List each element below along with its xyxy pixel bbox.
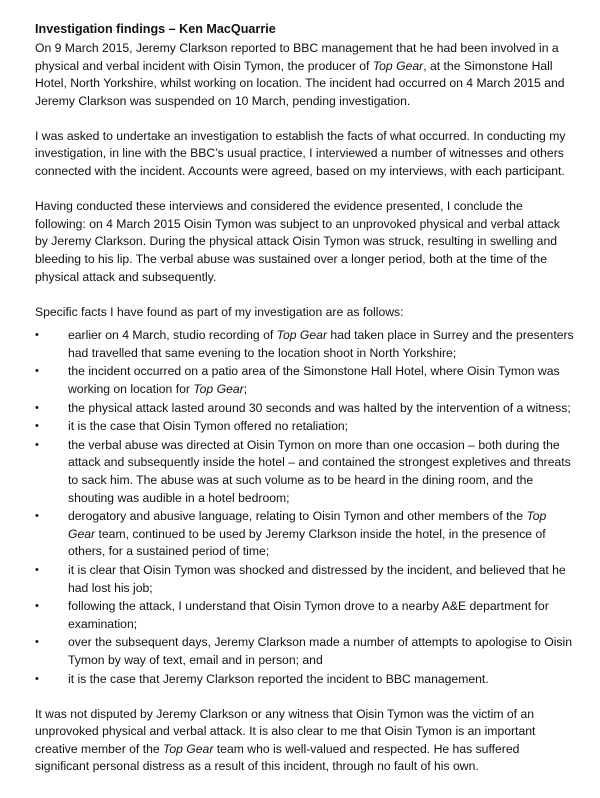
fact-item-9: • over the subsequent days, Jeremy Clarkson made a number of attempts to apologise to Oisin Tymon by way of text, email and in person; and [35, 635, 573, 667]
intro-text-b: , at the Simonstone Hall Hotel, North Yorkshire, whilst working on location. The incident had occurred on 4 March 2015 and Jeremy Clarkson was suspended on 10 March, pending investigation. [35, 58, 565, 108]
facts-intro: Specific facts I have found as part of my investigation are as follows: [35, 304, 404, 319]
bullet-icon: • [35, 563, 39, 576]
closing-text-b: team who is well-valued and respected. He has suffered significant personal distress as a result of this incident, through no fault of his own. [35, 741, 520, 774]
document-title: Investigation findings – Ken MacQuarrie [35, 22, 276, 36]
fact-item-4: • it is the case that Oisin Tymon offered no retaliation; [35, 418, 574, 436]
fact-item-8: • following the attack, I understand that Oisin Tymon drove to a nearby A&E department for examination; [35, 599, 549, 631]
fact-item-1: • earlier on 4 March, studio recording of Top Gear had taken place in Surrey and the presenters had travelled that same evening to the location shoot in North Yorkshire; [35, 328, 574, 360]
fact-item-6: • derogatory and abusive language, relating to Oisin Tymon and other members of the Top Gear team, continued to be used by Jeremy Clarkson inside the hotel, in the presence of others, for a sustained period of time; [35, 509, 547, 559]
investigation-paragraph: I was asked to undertake an investigation to establish the facts of what occurred. In conducting my investigation, in line with the BBC’s usual practice, I interviewed a number of witnesses and others connected with the incident. Accounts were agreed, based on my interviews, with each participant. [35, 128, 566, 179]
facts-list [35, 327, 574, 688]
show-name: Top Gear [276, 328, 328, 343]
intro-text-a: On 9 March 2015, Jeremy Clarkson reported to BBC management that he had been involved in a physical and verbal incident with Oisin Tymon, the producer of [35, 41, 559, 73]
bullet-icon: • [35, 438, 39, 451]
conclusion-paragraph: Having conducted these interviews and considered the evidence presented, I conclude the following: on 4 March 2015 Oisin Tymon was subject to an unprovoked physical and verbal attack by Jeremy Clarkson. During the physical attack Oisin Tymon was struck, resulting in swelling and bleeding to his lip. The verbal abuse was sustained over a longer period, both at the time of the physical attack and subsequently. [35, 199, 560, 284]
show-name: Top Gear [68, 509, 547, 541]
bullet-icon: • [35, 329, 39, 342]
fact-item-5: • the verbal abuse was directed at Oisin Tymon on more than one occasion – both during the attack and subsequently inside the hotel – and contained the strongest expletives and threats to sack him. The abuse was at such volume as to be heard in the dining room, and the shouting was audible in a hotel bedroom; [35, 437, 571, 505]
bullet-icon: • [35, 636, 39, 649]
bullet-icon: • [35, 420, 39, 433]
bullet-icon: • [35, 401, 39, 414]
bullet-icon: • [35, 600, 39, 613]
fact-item-3: • the physical attack lasted around 30 seconds and was halted by the intervention of a witness; [35, 400, 574, 418]
closing-paragraph [35, 706, 574, 776]
fact-item-2: • the incident occurred on a patio area of the Simonstone Hall Hotel, where Oisin Tymon was working on location for Top Gear; [35, 364, 560, 396]
show-name: Top Gear [372, 58, 424, 73]
fact-item-7: • it is clear that Oisin Tymon was shocked and distressed by the incident, and believed that he had lost his job; [35, 562, 566, 595]
bullet-icon: • [35, 510, 39, 523]
show-name: Top Gear [163, 741, 214, 756]
fact-item-10: • it is the case that Jeremy Clarkson reported the incident to BBC management. [35, 671, 574, 689]
bullet-icon: • [35, 672, 39, 685]
bullet-icon: • [35, 365, 39, 378]
show-name: Top Gear [193, 382, 244, 396]
closing-text-a: It was not disputed by Jeremy Clarkson or any witness that Oisin Tymon was the victim of an unprovoked physical and verbal attack. It is also clear to me that Oisin Tymon is an important creative member of the [35, 706, 536, 756]
intro-paragraph [35, 40, 574, 110]
